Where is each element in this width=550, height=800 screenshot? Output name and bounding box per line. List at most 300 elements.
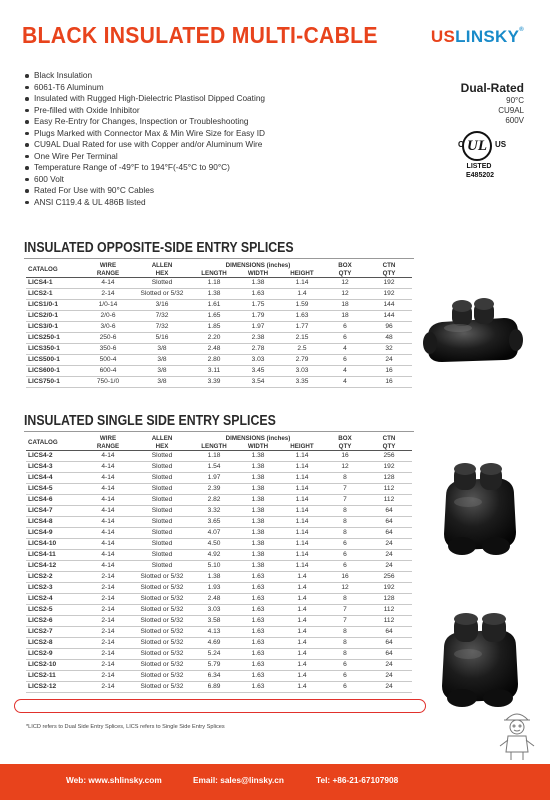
ul-listed-label: LISTED <box>466 163 492 170</box>
brand-registered-mark: ® <box>519 27 524 33</box>
cell-length: 2.80 <box>192 355 236 366</box>
cell-catalog: LICS2-2 <box>26 572 84 583</box>
cell-box-qty: 16 <box>324 572 366 583</box>
cell-ctn-qty: 24 <box>366 671 412 682</box>
cell-wire-range: 4-14 <box>84 473 132 484</box>
cell-height: 1.14 <box>280 473 324 484</box>
cell-width: 1.38 <box>236 495 280 506</box>
cell-box-qty: 6 <box>324 671 366 682</box>
cell-height: 1.14 <box>280 561 324 572</box>
cell-box-qty: 8 <box>324 594 366 605</box>
cell-box-qty: 6 <box>324 539 366 550</box>
cell-length: 2.39 <box>192 484 236 495</box>
cell-width: 1.63 <box>236 289 280 300</box>
ul-logo-icon: UL <box>462 131 492 161</box>
table-row <box>26 539 412 550</box>
cell-allen-hex: Slotted or 5/32 <box>132 594 192 605</box>
cell-ctn-qty: 64 <box>366 638 412 649</box>
cell-catalog: LICS2-4 <box>26 594 84 605</box>
col-box-qty: BOX QTY <box>324 435 366 451</box>
cell-box-qty: 6 <box>324 333 366 344</box>
cell-ctn-qty: 48 <box>366 333 412 344</box>
cell-wire-range: 350-6 <box>84 344 132 355</box>
cell-height: 1.4 <box>280 605 324 616</box>
cell-wire-range: 4-14 <box>84 550 132 561</box>
cell-allen-hex: 7/32 <box>132 311 192 322</box>
cell-box-qty: 6 <box>324 682 366 693</box>
cell-height: 1.14 <box>280 484 324 495</box>
cell-catalog: LICS2-10 <box>26 660 84 671</box>
cell-height: 2.5 <box>280 344 324 355</box>
cell-length: 5.24 <box>192 649 236 660</box>
cell-catalog: LICS2-6 <box>26 616 84 627</box>
cell-ctn-qty: 128 <box>366 473 412 484</box>
cell-length: 3.03 <box>192 605 236 616</box>
table-row <box>26 594 412 605</box>
cell-ctn-qty: 112 <box>366 495 412 506</box>
cell-allen-hex: Slotted or 5/32 <box>132 289 192 300</box>
col-allen-hex: ALLEN HEX <box>132 262 192 278</box>
cell-allen-hex: Slotted or 5/32 <box>132 572 192 583</box>
cell-ctn-qty: 256 <box>366 572 412 583</box>
cell-box-qty: 7 <box>324 605 366 616</box>
cell-ctn-qty: 24 <box>366 682 412 693</box>
cell-length: 5.79 <box>192 660 236 671</box>
cell-wire-range: 250-6 <box>84 333 132 344</box>
cell-wire-range: 2-14 <box>84 682 132 693</box>
cell-allen-hex: Slotted or 5/32 <box>132 671 192 682</box>
cell-height: 1.4 <box>280 572 324 583</box>
cell-allen-hex: Slotted <box>132 528 192 539</box>
section-divider <box>24 431 414 432</box>
cell-box-qty: 12 <box>324 278 366 289</box>
cell-catalog: LICS4-11 <box>26 550 84 561</box>
rating-temp: 90°C <box>506 96 524 105</box>
cell-width: 1.38 <box>236 561 280 572</box>
single-splice-image-top <box>432 462 528 562</box>
table-row <box>26 333 412 344</box>
cell-width: 1.63 <box>236 605 280 616</box>
table-row <box>26 638 412 649</box>
cell-wire-range: 4-14 <box>84 561 132 572</box>
cell-height: 1.59 <box>280 300 324 311</box>
feature-item: Temperature Range of -49°F to 194°F(-45°C to 90°C) <box>24 162 265 174</box>
highlighted-row-outline <box>14 699 426 713</box>
feature-list <box>24 70 265 208</box>
cell-catalog: LICS350-1 <box>26 344 84 355</box>
feature-item: Easy Re-Entry for Changes, Inspection or Troubleshooting <box>24 116 265 128</box>
table-row <box>26 616 412 627</box>
cell-ctn-qty: 24 <box>366 561 412 572</box>
cell-ctn-qty: 192 <box>366 583 412 594</box>
cell-wire-range: 2-14 <box>84 605 132 616</box>
brand-name: LINSKY <box>455 27 520 46</box>
cell-ctn-qty: 112 <box>366 484 412 495</box>
cell-length: 4.07 <box>192 528 236 539</box>
cell-allen-hex: Slotted <box>132 278 192 289</box>
cell-wire-range: 2-14 <box>84 583 132 594</box>
cell-length: 1.18 <box>192 451 236 462</box>
table-row <box>26 682 412 693</box>
table-row <box>26 627 412 638</box>
cell-ctn-qty: 144 <box>366 300 412 311</box>
section-divider <box>24 258 414 259</box>
cell-width: 1.63 <box>236 594 280 605</box>
cell-wire-range: 4-14 <box>84 462 132 473</box>
cell-catalog: LICS600-1 <box>26 366 84 377</box>
table-row <box>26 300 412 311</box>
cell-box-qty: 6 <box>324 355 366 366</box>
cell-box-qty: 18 <box>324 300 366 311</box>
cell-length: 1.93 <box>192 583 236 594</box>
cell-box-qty: 7 <box>324 484 366 495</box>
table-row <box>26 517 412 528</box>
cell-wire-range: 4-14 <box>84 451 132 462</box>
cell-allen-hex: Slotted <box>132 484 192 495</box>
cell-ctn-qty: 24 <box>366 539 412 550</box>
footnote: *LICD refers to Dual Side Entry Splices, LICS refers to Single Side Entry Splices <box>26 724 225 730</box>
cell-width: 1.38 <box>236 517 280 528</box>
cell-height: 2.15 <box>280 333 324 344</box>
cell-width: 1.63 <box>236 627 280 638</box>
feature-item: Black Insulation <box>24 70 265 82</box>
cell-height: 1.14 <box>280 539 324 550</box>
cell-length: 4.13 <box>192 627 236 638</box>
cell-allen-hex: Slotted or 5/32 <box>132 605 192 616</box>
feature-item: One Wire Per Terminal <box>24 151 265 163</box>
feature-item: CU9AL Dual Rated for use with Copper and/or Aluminum Wire <box>24 139 265 151</box>
cell-length: 1.54 <box>192 462 236 473</box>
cell-wire-range: 2-14 <box>84 649 132 660</box>
cell-allen-hex: Slotted <box>132 462 192 473</box>
cell-wire-range: 2-14 <box>84 671 132 682</box>
cell-ctn-qty: 64 <box>366 649 412 660</box>
cell-height: 1.4 <box>280 671 324 682</box>
col-width: WIDTH <box>236 443 280 451</box>
cell-wire-range: 1/0-14 <box>84 300 132 311</box>
table-row <box>26 311 412 322</box>
cell-catalog: LICS4-2 <box>26 451 84 462</box>
cell-catalog: LICS4-5 <box>26 484 84 495</box>
cell-wire-range: 2-14 <box>84 594 132 605</box>
cell-wire-range: 2-14 <box>84 616 132 627</box>
table-row <box>26 366 412 377</box>
cell-length: 1.38 <box>192 572 236 583</box>
cell-allen-hex: 5/16 <box>132 333 192 344</box>
cell-box-qty: 16 <box>324 451 366 462</box>
table-row <box>26 377 412 388</box>
table-row <box>26 473 412 484</box>
cell-box-qty: 8 <box>324 506 366 517</box>
brand-us: US <box>430 27 456 46</box>
cell-ctn-qty: 24 <box>366 355 412 366</box>
ul-us-label: US <box>495 140 507 149</box>
cell-height: 1.14 <box>280 506 324 517</box>
cell-box-qty: 8 <box>324 638 366 649</box>
cell-box-qty: 8 <box>324 517 366 528</box>
table-row <box>26 528 412 539</box>
cell-wire-range: 750-1/0 <box>84 377 132 388</box>
cell-wire-range: 4-14 <box>84 495 132 506</box>
cell-wire-range: 4-14 <box>84 539 132 550</box>
cell-height: 1.14 <box>280 278 324 289</box>
cell-width: 1.63 <box>236 660 280 671</box>
contact-bar <box>0 764 550 800</box>
cell-wire-range: 500-4 <box>84 355 132 366</box>
cell-width: 2.38 <box>236 333 280 344</box>
cell-length: 3.32 <box>192 506 236 517</box>
cell-length: 2.20 <box>192 333 236 344</box>
cell-width: 1.63 <box>236 572 280 583</box>
feature-item: 600 Volt <box>24 174 265 186</box>
single-splice-image-bottom <box>432 612 528 712</box>
cell-box-qty: 12 <box>324 289 366 300</box>
cell-catalog: LICS3/0-1 <box>26 322 84 333</box>
single-splices-table <box>26 435 412 693</box>
cell-allen-hex: 3/8 <box>132 344 192 355</box>
cell-length: 2.48 <box>192 594 236 605</box>
table-row <box>26 355 412 366</box>
cell-catalog: LICS750-1 <box>26 377 84 388</box>
page-title: BLACK INSULATED MULTI-CABLE <box>22 22 378 48</box>
cell-catalog: LICS2-7 <box>26 627 84 638</box>
cell-width: 1.63 <box>236 649 280 660</box>
feature-item: Plugs Marked with Connector Max & Min Wire Size for Easy ID <box>24 128 265 140</box>
cell-height: 1.4 <box>280 289 324 300</box>
cell-length: 1.97 <box>192 473 236 484</box>
cell-height: 1.4 <box>280 627 324 638</box>
cell-allen-hex: Slotted <box>132 539 192 550</box>
cell-allen-hex: Slotted <box>132 550 192 561</box>
ul-file-number: E485202 <box>465 172 495 179</box>
col-height: HEIGHT <box>280 443 324 451</box>
cell-length: 1.61 <box>192 300 236 311</box>
cell-wire-range: 3/0-6 <box>84 322 132 333</box>
cell-ctn-qty: 96 <box>366 322 412 333</box>
cell-height: 1.63 <box>280 311 324 322</box>
cell-wire-range: 4-14 <box>84 528 132 539</box>
cell-box-qty: 8 <box>324 627 366 638</box>
col-box-qty: BOX QTY <box>324 262 366 278</box>
feature-item: Pre-filled with Oxide Inhibitor <box>24 105 265 117</box>
cell-ctn-qty: 64 <box>366 506 412 517</box>
cell-width: 3.54 <box>236 377 280 388</box>
table-row <box>26 572 412 583</box>
cell-catalog: LICS500-1 <box>26 355 84 366</box>
cell-length: 4.69 <box>192 638 236 649</box>
cell-width: 2.78 <box>236 344 280 355</box>
cell-catalog: LICS2-9 <box>26 649 84 660</box>
cell-length: 1.65 <box>192 311 236 322</box>
website-link[interactable]: Web: www.shlinsky.com <box>66 775 162 785</box>
table-row <box>26 322 412 333</box>
cell-height: 1.77 <box>280 322 324 333</box>
cell-box-qty: 18 <box>324 311 366 322</box>
cell-ctn-qty: 16 <box>366 377 412 388</box>
cell-catalog: LICS2-8 <box>26 638 84 649</box>
email-link[interactable]: Email: sales@linsky.cn <box>193 775 284 785</box>
rating-title: Dual-Rated <box>460 81 524 95</box>
cell-allen-hex: 3/8 <box>132 366 192 377</box>
cell-width: 1.38 <box>236 451 280 462</box>
cell-ctn-qty: 192 <box>366 462 412 473</box>
cell-box-qty: 4 <box>324 366 366 377</box>
rating-material: CU9AL <box>498 106 524 115</box>
cell-allen-hex: Slotted <box>132 561 192 572</box>
cell-box-qty: 7 <box>324 616 366 627</box>
cell-catalog: LICS4-1 <box>26 278 84 289</box>
cell-ctn-qty: 64 <box>366 528 412 539</box>
col-dimensions: DIMENSIONS (inches) <box>225 435 291 442</box>
cell-wire-range: 4-14 <box>84 506 132 517</box>
cell-height: 1.14 <box>280 517 324 528</box>
cell-allen-hex: Slotted <box>132 506 192 517</box>
cell-ctn-qty: 144 <box>366 311 412 322</box>
col-catalog: CATALOG <box>26 262 84 278</box>
cell-catalog: LICS4-10 <box>26 539 84 550</box>
col-height: HEIGHT <box>280 270 324 278</box>
cell-box-qty: 8 <box>324 528 366 539</box>
cell-allen-hex: Slotted or 5/32 <box>132 616 192 627</box>
cell-ctn-qty: 16 <box>366 366 412 377</box>
table-row <box>26 495 412 506</box>
cell-allen-hex: Slotted or 5/32 <box>132 627 192 638</box>
table-row <box>26 660 412 671</box>
cell-width: 1.63 <box>236 682 280 693</box>
cell-box-qty: 7 <box>324 495 366 506</box>
cell-allen-hex: Slotted <box>132 495 192 506</box>
cell-allen-hex: 3/8 <box>132 355 192 366</box>
cell-catalog: LICS2-12 <box>26 682 84 693</box>
cell-allen-hex: 3/8 <box>132 377 192 388</box>
cell-width: 3.03 <box>236 355 280 366</box>
cell-box-qty: 8 <box>324 649 366 660</box>
cell-width: 1.79 <box>236 311 280 322</box>
cell-box-qty: 4 <box>324 344 366 355</box>
cell-length: 4.92 <box>192 550 236 561</box>
table-row <box>26 583 412 594</box>
cell-allen-hex: Slotted or 5/32 <box>132 649 192 660</box>
cell-length: 1.18 <box>192 278 236 289</box>
cell-height: 1.14 <box>280 462 324 473</box>
cell-height: 3.03 <box>280 366 324 377</box>
cell-width: 1.63 <box>236 671 280 682</box>
cell-ctn-qty: 256 <box>366 451 412 462</box>
cell-height: 1.14 <box>280 528 324 539</box>
cell-length: 6.34 <box>192 671 236 682</box>
cell-length: 1.38 <box>192 289 236 300</box>
cell-allen-hex: Slotted or 5/32 <box>132 638 192 649</box>
cell-height: 1.4 <box>280 583 324 594</box>
cell-length: 3.58 <box>192 616 236 627</box>
cell-allen-hex: Slotted <box>132 451 192 462</box>
cell-length: 3.39 <box>192 377 236 388</box>
cell-ctn-qty: 32 <box>366 344 412 355</box>
cell-catalog: LICS4-12 <box>26 561 84 572</box>
cell-width: 1.38 <box>236 484 280 495</box>
cell-width: 1.38 <box>236 462 280 473</box>
cell-catalog: LICS4-3 <box>26 462 84 473</box>
cell-box-qty: 6 <box>324 322 366 333</box>
table-row <box>26 671 412 682</box>
cell-box-qty: 12 <box>324 462 366 473</box>
opposite-section-title: INSULATED OPPOSITE-SIDE ENTRY SPLICES <box>24 240 294 256</box>
cell-box-qty: 12 <box>324 583 366 594</box>
cell-length: 2.48 <box>192 344 236 355</box>
cell-height: 1.4 <box>280 594 324 605</box>
cell-box-qty: 6 <box>324 561 366 572</box>
cell-height: 3.35 <box>280 377 324 388</box>
table-row <box>26 462 412 473</box>
cell-height: 1.14 <box>280 550 324 561</box>
cell-allen-hex: Slotted or 5/32 <box>132 660 192 671</box>
cell-allen-hex: Slotted or 5/32 <box>132 583 192 594</box>
feature-item: 6061-T6 Aluminum <box>24 82 265 94</box>
table-row <box>26 561 412 572</box>
cell-length: 4.50 <box>192 539 236 550</box>
phone-number[interactable]: Tel: +86-21-67107908 <box>316 775 399 785</box>
cell-width: 1.63 <box>236 583 280 594</box>
cell-allen-hex: 3/16 <box>132 300 192 311</box>
col-dimensions: DIMENSIONS (inches) <box>225 262 291 269</box>
col-catalog: CATALOG <box>26 435 84 451</box>
cell-allen-hex: Slotted <box>132 517 192 528</box>
single-section-title: INSULATED SINGLE SIDE ENTRY SPLICES <box>24 413 276 429</box>
table-row <box>26 550 412 561</box>
cell-width: 1.38 <box>236 278 280 289</box>
cell-ctn-qty: 112 <box>366 616 412 627</box>
cell-wire-range: 2-14 <box>84 572 132 583</box>
feature-item: ANSI C119.4 & UL 486B listed <box>24 197 265 209</box>
ul-listed-mark <box>458 131 522 191</box>
cell-box-qty: 6 <box>324 550 366 561</box>
cell-height: 1.4 <box>280 660 324 671</box>
cell-catalog: LICS2-3 <box>26 583 84 594</box>
cell-wire-range: 600-4 <box>84 366 132 377</box>
cell-width: 1.63 <box>236 638 280 649</box>
cell-ctn-qty: 64 <box>366 517 412 528</box>
ul-c-label: C <box>458 140 464 149</box>
cell-box-qty: 4 <box>324 377 366 388</box>
cell-catalog: LICS1/0-1 <box>26 300 84 311</box>
table-row <box>26 278 412 289</box>
cell-catalog: LICS2-5 <box>26 605 84 616</box>
table-row <box>26 506 412 517</box>
cell-length: 3.65 <box>192 517 236 528</box>
cell-allen-hex: 7/32 <box>132 322 192 333</box>
cell-ctn-qty: 24 <box>366 550 412 561</box>
cell-allen-hex: Slotted or 5/32 <box>132 682 192 693</box>
table-row <box>26 289 412 300</box>
col-allen-hex: ALLEN HEX <box>132 435 192 451</box>
cell-height: 1.4 <box>280 649 324 660</box>
cell-ctn-qty: 112 <box>366 605 412 616</box>
feature-item: Rated For Use with 90°C Cables <box>24 185 265 197</box>
table-row <box>26 649 412 660</box>
cell-box-qty: 8 <box>324 473 366 484</box>
cell-width: 1.63 <box>236 616 280 627</box>
cell-wire-range: 2-14 <box>84 638 132 649</box>
cell-height: 1.14 <box>280 495 324 506</box>
col-ctn-qty: CTN QTY <box>366 262 412 278</box>
cell-wire-range: 2/0-6 <box>84 311 132 322</box>
cell-width: 1.38 <box>236 528 280 539</box>
cell-catalog: LICS4-4 <box>26 473 84 484</box>
rating-block <box>461 80 524 126</box>
cell-catalog: LICS4-6 <box>26 495 84 506</box>
cell-width: 1.38 <box>236 550 280 561</box>
cell-width: 1.38 <box>236 506 280 517</box>
